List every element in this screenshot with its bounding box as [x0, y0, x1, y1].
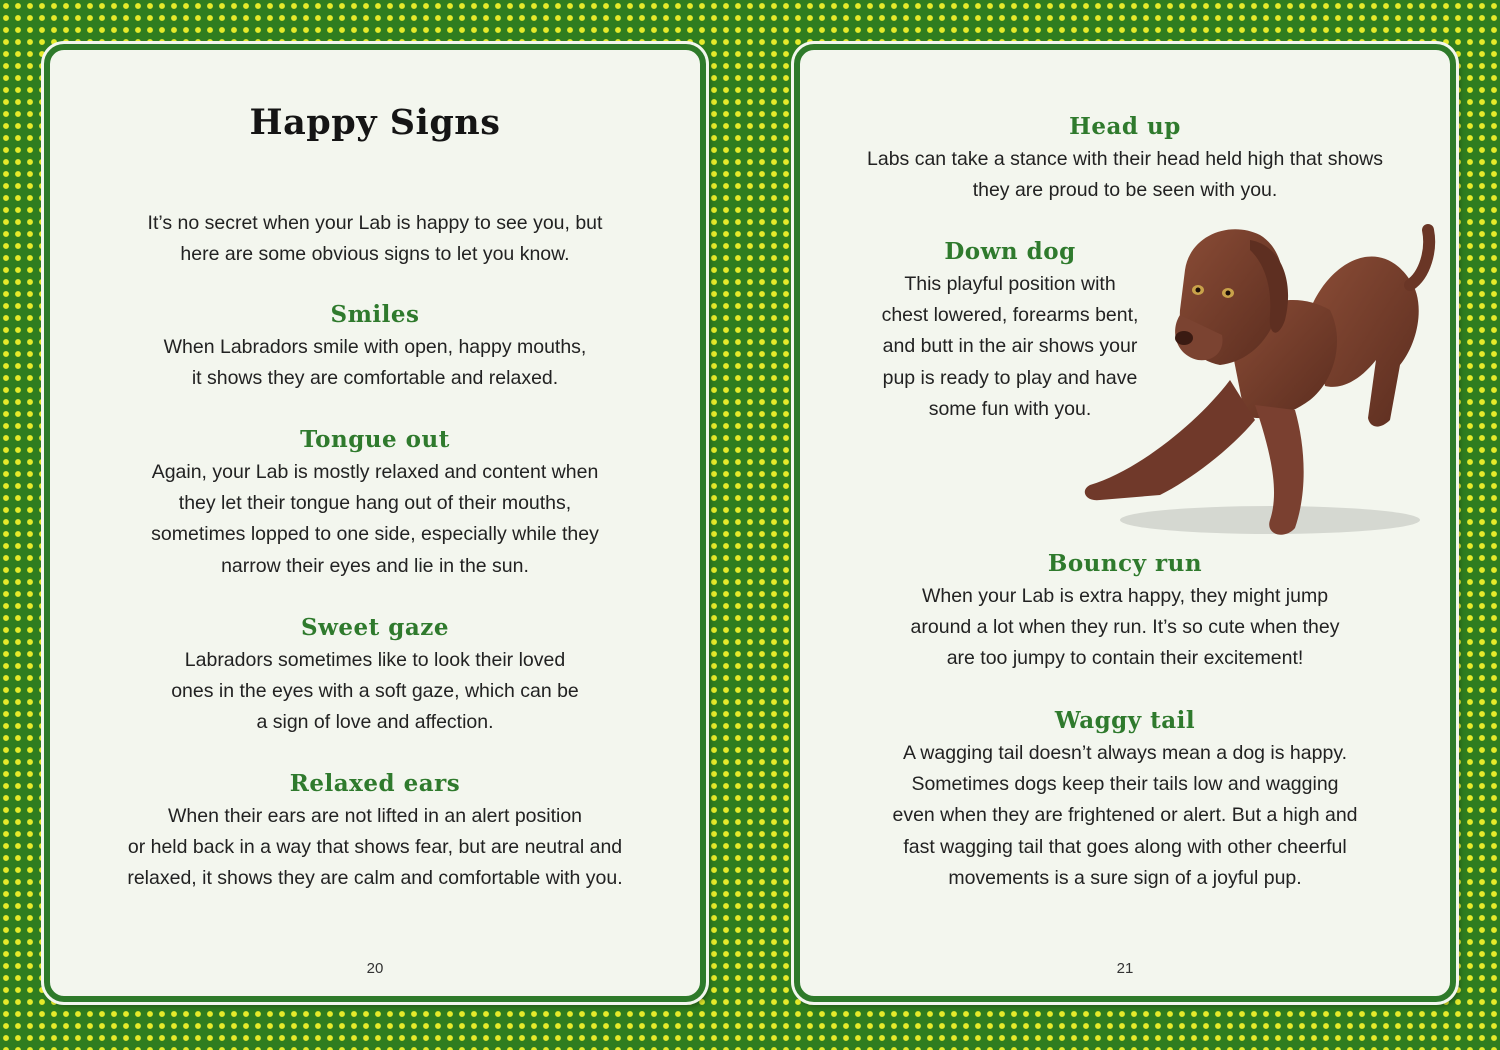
section-relaxed-ears: [50, 769, 700, 895]
section-body: [800, 581, 1450, 675]
section-heading: Sweet gaze: [301, 614, 449, 641]
labrador-illustration: [1080, 190, 1440, 550]
section-waggy-tail: [800, 706, 1450, 894]
text-line: and butt in the air shows your: [882, 335, 1138, 358]
section-tongue-out: [50, 425, 700, 582]
text-line: chest lowered, forearms bent,: [881, 304, 1139, 327]
text-line: even when they are frightened or alert. But a high and: [892, 804, 1358, 827]
page-number: 21: [1116, 960, 1134, 977]
left-page: [44, 44, 706, 1002]
section-heading: Bouncy run: [1047, 550, 1203, 577]
text-line: Sometimes dogs keep their tails low and wagging: [911, 773, 1339, 796]
section-heading: Head up: [1069, 113, 1181, 140]
text-line: This playful position with: [904, 273, 1116, 295]
text-line: narrow their eyes and lie in the sun.: [221, 554, 529, 577]
text-line: ones in the eyes with a soft gaze, which can be: [171, 680, 579, 703]
section-heading: Waggy tail: [1054, 707, 1196, 734]
section-body: [800, 738, 1450, 894]
section-heading: Down dog: [944, 238, 1076, 265]
text-line: it shows they are comfortable and relaxed.: [191, 367, 559, 390]
text-line: sometimes lopped to one side, especially while they: [151, 523, 599, 546]
section-body: [50, 332, 700, 394]
text-line: A wagging tail doesn’t always mean a dog is happy.: [902, 742, 1348, 764]
section-sweet-gaze: [50, 613, 700, 739]
text-line: It’s no secret when your Lab is happy to see you, but: [147, 212, 603, 234]
intro-block: [50, 208, 700, 270]
text-line: When your Lab is extra happy, they might jump: [921, 585, 1329, 607]
text-line: movements is a sure sign of a joyful pup.: [948, 866, 1302, 889]
section-body: [50, 457, 700, 582]
text-line: When Labradors smile with open, happy mouths,: [163, 336, 587, 358]
text-line: relaxed, it shows they are calm and comfortable with you.: [127, 867, 623, 890]
text-line: When their ears are not lifted in an alert position: [167, 805, 583, 827]
intro-text: [50, 208, 700, 270]
text-line: or held back in a way that shows fear, but are neutral and: [127, 836, 623, 859]
text-line: a sign of love and affection.: [256, 711, 494, 734]
text-line: around a lot when they run. It’s so cute when they: [910, 616, 1340, 639]
section-heading: Relaxed ears: [289, 770, 461, 797]
text-line: are too jumpy to contain their excitement!: [946, 647, 1304, 670]
text-line: they let their tongue hang out of their mouths,: [178, 492, 572, 515]
section-smiles: [50, 300, 700, 394]
text-line: fast wagging tail that goes along with other cheerful: [903, 835, 1347, 858]
page-number: 20: [366, 960, 384, 977]
section-bouncy-run: [800, 549, 1450, 675]
section-heading: Smiles: [330, 301, 420, 328]
text-line: some fun with you.: [928, 397, 1092, 420]
section-body: [50, 645, 700, 739]
text-line: Again, your Lab is mostly relaxed and content when: [151, 461, 599, 483]
page-title: Happy Signs: [249, 102, 501, 143]
text-line: Labradors sometimes like to look their loved: [184, 649, 566, 671]
section-body: [50, 801, 700, 895]
text-line: Labs can take a stance with their head held high that shows: [867, 148, 1383, 170]
section-heading: Tongue out: [300, 426, 450, 453]
text-line: pup is ready to play and have: [882, 366, 1138, 389]
text-line: here are some obvious signs to let you know.: [180, 243, 570, 266]
right-page: [794, 44, 1456, 1002]
text-line: they are proud to be seen with you.: [972, 179, 1278, 202]
